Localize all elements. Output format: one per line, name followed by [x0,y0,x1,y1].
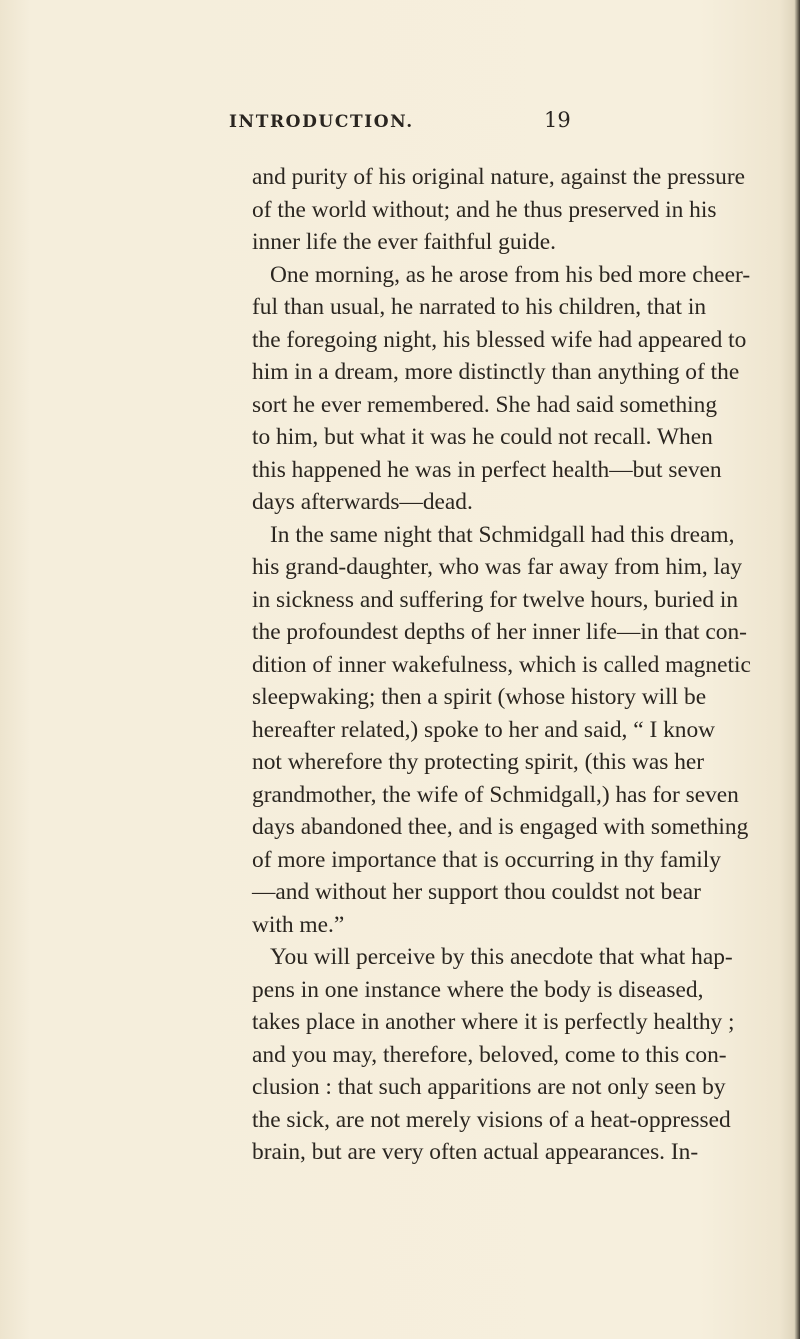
text-line: in sickness and suffering for twelve hours, buried in [252,586,739,613]
text-line: with me.” [252,911,345,938]
text-line: not wherefore thy protecting spirit, (this was her [252,749,705,775]
text-line: to him, but what it was he could not recall. When [252,424,713,450]
page-edge-shadow [794,0,800,1339]
running-head [0,108,800,142]
text-line: the foregoing night, his blessed wife had appeared to [252,326,747,353]
text-line: inner life the ever faithful guide. [252,229,556,255]
text-line: sleepwaking; then a spirit (whose history will be [252,684,707,710]
text-line: and you may, therefore, beloved, come to this con- [252,1041,727,1068]
text-line: days afterwards—dead. [252,489,473,515]
text-line: hereafter related,) spoke to her and said, “ I know [252,716,716,743]
body-text [252,161,751,1169]
running-head-title: INTRODUCTION. [229,112,414,132]
text-line: clusion : that such apparitions are not only seen by [252,1074,726,1100]
text-line: him in a dream, more distinctly than anything of the [252,359,740,385]
text-line: ful than usual, he narrated to his children, that in [252,294,707,320]
text-line: sort he ever remembered. She had said something [252,391,718,418]
text-line: takes place in another where it is perfectly healthy ; [252,1009,735,1035]
text-line: grandmother, the wife of Schmidgall,) has for seven [252,781,739,808]
text-line: his grand-daughter, who was far away from him, lay [252,554,743,580]
text-line: In the same night that Schmidgall had this dream, [270,521,735,548]
text-line: and purity of his original nature, against the pressure [252,164,746,190]
text-line: the sick, are not merely visions of a heat-oppressed [252,1106,731,1133]
text-line: brain, but are very often actual appearances. In- [252,1139,699,1165]
text-line: the profoundest depths of her inner life—in that con- [252,619,747,645]
text-line: of the world without; and he thus preserved in his [252,196,717,223]
text-line: this happened he was in perfect health—but seven [252,456,722,483]
text-line: pens in one instance where the body is diseased, [252,976,704,1003]
page-number: 19 [544,108,571,132]
text-line: of more importance that is occurring in thy family [252,846,721,873]
text-line: dition of inner wakefulness, which is called magnetic [252,651,751,678]
text-line: One morning, as he arose from his bed more cheer- [270,261,751,288]
text-line: —and without her support thou couldst not bear [252,879,701,905]
text-line: days abandoned thee, and is engaged with something [252,814,749,840]
text-line: You will perceive by this anecdote that what hap- [270,944,733,970]
